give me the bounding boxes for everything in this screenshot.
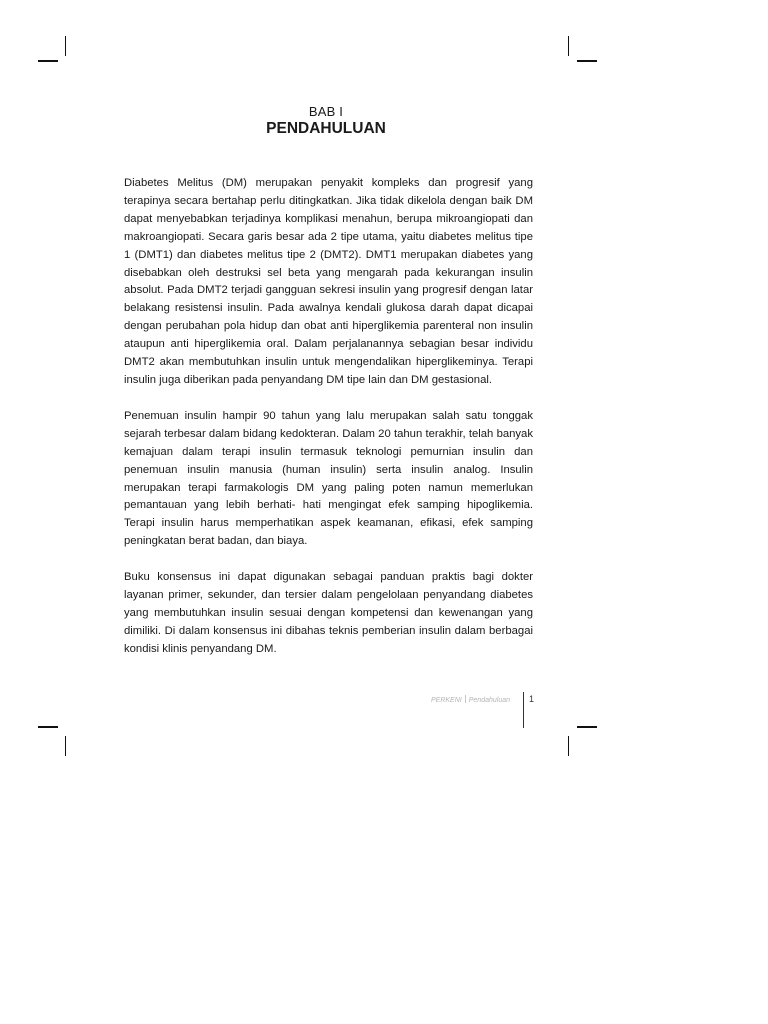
- running-footer: [431, 695, 510, 704]
- footer-rule: [523, 692, 524, 728]
- chapter-label: BAB I: [308, 104, 344, 119]
- paragraph-1: Diabetes Melitus (DM) merupakan penyakit kompleks dan progresif yang terapinya secara bertahap perlu ditingkatkan. Jika tidak dikelola dengan baik DM dapat menyebabkan terjadinya komplikasi menahun, berupa mikroangiopati dan makroangiopati. Secara garis besar ada 2 tipe utama, yaitu diabetes melitus tipe 1 (DMT1) dan diabetes melitus tipe 2 (DMT2). DMT1 merupakan diabetes yang disebabkan oleh destruksi sel beta yang mengarah pada kekurangan insulin absolut. Pada DMT2 terjadi gangguan sekresi insulin yang progresif dengan latar belakang resistensi insulin. Pada awalnya kendali glukosa darah dapat dicapai dengan perubahan pola hidup dan obat anti hiperglikemia parenteral non insulin ataupun anti hiperglikemia oral. Dalam perjalanannya sebagian besar individu DMT2 akan membutuhkan insulin untuk mengendalikan hiperglikeminya. Terapi insulin juga diberikan pada penyandang DM tipe lain dan DM gestasional.: [124, 177, 533, 386]
- crop-mark-bottom-left-horizontal: [38, 726, 58, 728]
- crop-mark-top-left-vertical: [65, 36, 66, 56]
- page-footer: [380, 692, 534, 728]
- footer-section: Pendahuluan: [468, 697, 510, 704]
- crop-mark-bottom-right-vertical: [568, 736, 569, 756]
- footer-organization: PERKENI: [431, 697, 462, 704]
- paragraph-2: Penemuan insulin hampir 90 tahun yang lalu merupakan salah satu tonggak sejarah terbesar dalam bidang kedokteran. Dalam 20 tahun terakhir, telah banyak kemajuan dalam terapi insulin termasuk teknologi pemurnian insulin dan penemuan insulin manusia (human insulin) serta insulin analog. Insulin merupakan terapi farmakologis DM yang paling poten namun memerlukan pemantauan yang lebih berhati- hati mengingat efek samping hipoglikemia. Terapi insulin harus memperhatikan aspek keamanan, efikasi, efek samping peningkatan berat badan, dan biaya.: [124, 409, 533, 548]
- paragraph-3: Buku konsensus ini dapat digunakan sebagai panduan praktis bagi dokter layanan primer, sekunder, dan tersier dalam pengelolaan penyandang diabetes yang membutuhkan insulin sesuai dengan kompetensi dan kewenangan yang dimiliki. Di dalam konsensus ini dibahas teknis pemberian insulin dalam berbagai kondisi klinis penyandang DM.: [124, 571, 533, 655]
- crop-mark-top-left-horizontal: [38, 60, 58, 62]
- crop-mark-bottom-right-horizontal: [577, 726, 597, 728]
- crop-mark-top-right-vertical: [568, 36, 569, 56]
- footer-separator: [465, 695, 466, 703]
- page-number: 1: [528, 694, 534, 704]
- crop-mark-bottom-left-vertical: [65, 736, 66, 756]
- chapter-title: PENDAHULUAN: [266, 120, 386, 137]
- crop-mark-top-right-horizontal: [577, 60, 597, 62]
- body-text: [124, 175, 533, 677]
